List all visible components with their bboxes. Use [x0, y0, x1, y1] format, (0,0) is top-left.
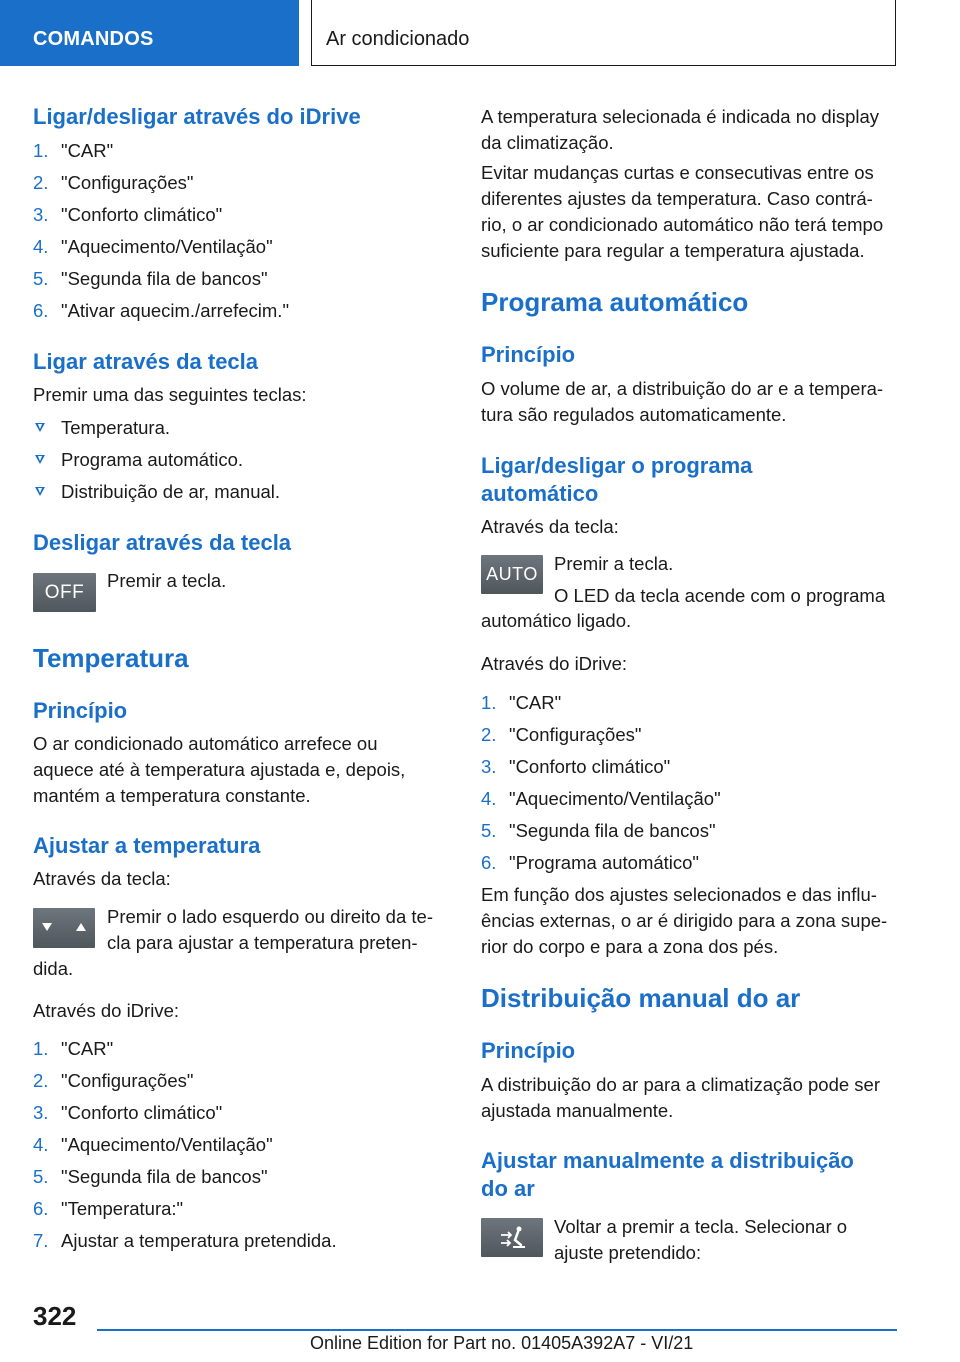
paragraph: Premir a tecla.	[554, 553, 674, 574]
heading-principio: Princípio	[481, 342, 576, 367]
heading-ajustar: Ajustar a temperatura	[33, 833, 261, 858]
air-distribution-button-image	[481, 1218, 543, 1257]
chapter-title: Ar condicionado	[326, 28, 470, 50]
heading-desligar: Desligar através da tecla	[33, 530, 292, 555]
edition-footer: Online Edition for Part no. 01405A392A7 - VI/21	[310, 1333, 694, 1353]
heading-idrive: Ligar/desligar através do iDrive	[33, 104, 361, 129]
paragraph: O LED da tecla acende com o programa	[554, 585, 886, 606]
paragraph: A temperatura selecionada é indicada no display da climatização.	[481, 106, 880, 153]
paragraph: automático ligado.	[481, 610, 632, 631]
heading-principio: Princípio	[481, 1038, 576, 1063]
section-tab	[0, 0, 299, 66]
paragraph: Através da tecla:	[33, 868, 171, 889]
paragraph: Através do iDrive:	[33, 1000, 179, 1021]
temperature-button-image	[33, 908, 95, 948]
paragraph: Premir a tecla.	[107, 570, 227, 591]
heading-ajustar-distribuicao: Ajustar manualmente a distribuição do ar	[481, 1148, 854, 1201]
arrow-up-icon	[76, 923, 86, 931]
auto-button-image: AUTO	[481, 555, 543, 594]
page-number: 322	[33, 1301, 77, 1331]
paragraph: Evitar mudanças curtas e consecutivas entre os diferentes ajustes da temperatura. Caso contrá- rio, o ar condicionado automático não terá tempo suficiente para regular a temperatura ajustada.	[481, 162, 884, 261]
heading-distribuicao: Distribuição manual do ar	[481, 983, 801, 1013]
paragraph: Premir o lado esquerdo ou direito da te- cla para ajustar a temperatura preten-	[107, 906, 433, 953]
paragraph: Voltar a premir a tecla. Selecionar o ajuste pretendido:	[554, 1216, 848, 1263]
paragraph: Através da tecla:	[481, 516, 619, 537]
heading-temperatura: Temperatura	[33, 643, 189, 673]
triangle-bullet-icon	[35, 455, 45, 464]
heading-principio: Princípio	[33, 698, 128, 723]
chapter-header	[311, 0, 896, 66]
triangle-bullet-icon	[35, 487, 45, 496]
triangle-bullet-icon	[35, 423, 45, 432]
paragraph: Premir uma das seguintes teclas:	[33, 384, 307, 405]
paragraph: A distribuição do ar para a climatização pode ser ajustada manualmente.	[481, 1074, 880, 1121]
arrow-down-icon	[42, 923, 52, 931]
off-button-image: OFF	[33, 573, 96, 612]
paragraph: dida.	[33, 958, 74, 979]
paragraph: Em função dos ajustes selecionados e das influ- ências externas, o ar é dirigido para a zona supe- rior do corpo e para a zona dos pés.	[481, 884, 888, 957]
heading-ligar-programa: Ligar/desligar o programa automático	[481, 453, 753, 506]
section-title: COMANDOS	[33, 28, 154, 50]
heading-programa: Programa automático	[481, 287, 749, 317]
paragraph: O ar condicionado automático arrefece ou aquece até à temperatura ajustada e, depois, mantém a temperatura constante.	[33, 733, 406, 806]
paragraph: O volume de ar, a distribuição do ar e a tempera- tura são regulados automaticamente.	[481, 378, 884, 425]
heading-tecla: Ligar através da tecla	[33, 349, 259, 374]
air-distribution-icon	[481, 1218, 543, 1257]
paragraph: Através do iDrive:	[481, 653, 627, 674]
footer-divider	[97, 1329, 897, 1331]
